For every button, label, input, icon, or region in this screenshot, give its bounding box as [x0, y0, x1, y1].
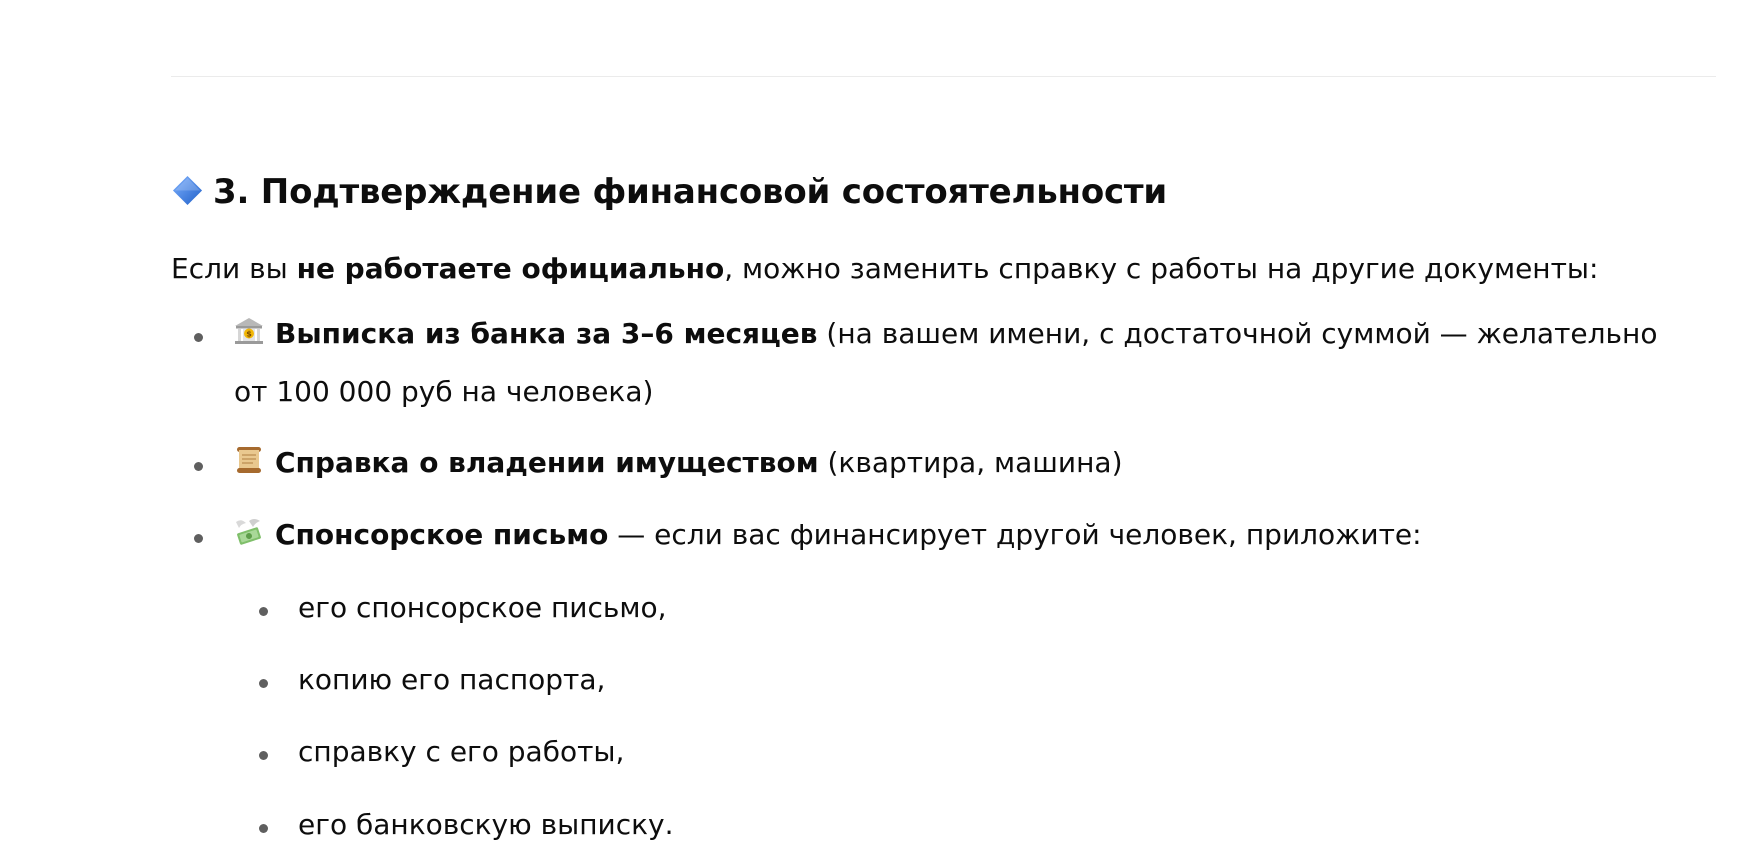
bank-statement-note: (на вашем имени, с достаточной суммой — желательно	[817, 317, 1658, 350]
intro-bold: не работаете официально	[296, 252, 725, 285]
bank-icon	[233, 315, 265, 347]
sponsor-letter-title: Спонсорское письмо	[275, 518, 609, 551]
blue-diamond-icon	[172, 175, 203, 206]
intro-prefix: Если вы	[171, 252, 297, 285]
sub-list-item: его спонсорское письмо,	[298, 591, 667, 624]
section-title: 3. Подтверждение финансовой состоятельности	[213, 172, 1168, 212]
sponsor-letter-note: — если вас финансирует другой человек, приложите:	[608, 518, 1422, 551]
money-with-wings-icon	[233, 516, 265, 548]
section-heading	[172, 164, 1167, 220]
list-item-property	[233, 443, 1123, 483]
list-item-bank-statement-cont	[234, 372, 653, 412]
sub-list-item: копию его паспорта,	[298, 663, 606, 696]
sub-list-bullet	[259, 751, 268, 760]
svg-text:$: $	[246, 329, 252, 339]
sub-list-bullet	[259, 607, 268, 616]
bank-statement-title: Выписка из банка за 3–6 месяцев	[275, 317, 818, 350]
list-bullet	[194, 534, 203, 543]
list-item-sponsor-letter	[233, 515, 1422, 555]
bank-statement-note-cont: от 100 000 руб на человека)	[234, 375, 654, 408]
sub-list-bullet	[259, 679, 268, 688]
sub-list-item: справку с его работы,	[298, 735, 625, 768]
section-divider	[171, 76, 1716, 77]
list-item-bank-statement	[233, 314, 1657, 354]
intro-paragraph	[171, 249, 1598, 289]
scroll-icon	[233, 444, 265, 476]
list-bullet	[194, 333, 203, 342]
intro-suffix: , можно заменить справку с работы на другие документы:	[724, 252, 1599, 285]
list-bullet	[194, 462, 203, 471]
sub-list-bullet	[259, 824, 268, 833]
property-title: Справка о владении имуществом	[275, 446, 819, 479]
sub-list-item: его банковскую выписку.	[298, 808, 674, 841]
property-note: (квартира, машина)	[818, 446, 1123, 479]
